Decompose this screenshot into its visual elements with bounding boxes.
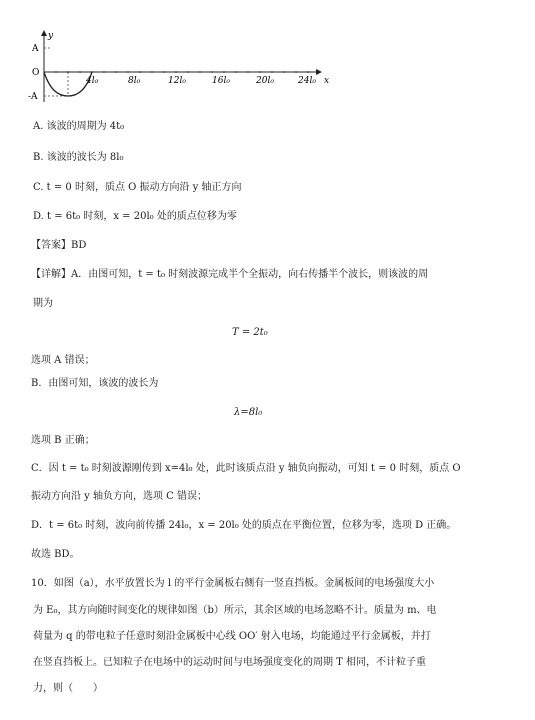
option-b: B. 该波的波长为 8l₀ <box>33 152 124 163</box>
analysis-line-2: 期为 <box>33 298 53 309</box>
x-tick-12l0: 12l₀ <box>168 76 186 86</box>
analysis-line-5: 选项 B 正确； <box>31 435 95 446</box>
y-tick-neg-a: -A <box>28 92 38 102</box>
analysis-line-6: C．因 t = t₀ 时刻波源刚传到 x=4l₀ 处，此时该质点沿 y 轴负向振动，可知 t = 0 时刻，质点 O <box>31 463 461 474</box>
option-a: A. 该波的周期为 4t₀ <box>33 121 125 132</box>
x-tick-20l0: 20l₀ <box>256 76 274 86</box>
formula-period: T = 2t₀ <box>232 327 268 338</box>
x-tick-4l0: 4l₀ <box>86 76 99 86</box>
analysis-line-7: 振动方向沿 y 轴负方向，选项 C 错误； <box>31 491 208 502</box>
x-tick-8l0: 8l₀ <box>128 76 141 86</box>
formula-wavelength: λ=8l₀ <box>234 407 263 418</box>
question-10-line-4: 在竖直挡板上。已知粒子在电场中的运动时间与电场强度变化的周期 T 相同，不计粒子重 <box>33 657 427 668</box>
question-10-line-5: 力，则（ ） <box>33 683 103 694</box>
x-tick-24l0: 24l₀ <box>298 76 316 86</box>
y-tick-o: O <box>32 68 40 78</box>
option-d: D. t = 6t₀ 时刻，x = 20l₀ 处的质点位移为零 <box>33 211 237 222</box>
x-axis-label: x <box>324 76 330 86</box>
y-axis-arrow <box>41 30 47 36</box>
analysis-line-3: 选项 A 错误； <box>31 355 95 366</box>
y-tick-a: A <box>32 44 39 54</box>
answer-label: 【答案】BD <box>31 240 87 251</box>
option-c: C. t = 0 时刻，质点 O 振动方向沿 y 轴正方向 <box>33 182 242 193</box>
x-axis-arrow <box>316 69 322 75</box>
question-10-line-1: 10．如图（a），水平放置长为 l 的平行金属板右侧有一竖直挡板。金属板间的电场强度大小 <box>31 578 435 589</box>
x-tick-16l0: 16l₀ <box>212 76 230 86</box>
analysis-line-8: D．t = 6t₀ 时刻，波向前传播 24l₀，x = 20l₀ 处的质点在平衡位置，位移为零，选项 D 正确。 <box>31 520 457 531</box>
analysis-line-9: 故选 BD。 <box>31 549 80 560</box>
question-10-line-2: 为 E₀，其方向随时间变化的规律如图（b）所示，其余区域的电场忽略不计。质量为 m、电 <box>33 605 437 616</box>
y-axis-label: y <box>48 31 54 41</box>
wave-figure <box>28 28 338 108</box>
question-10-line-3: 荷量为 q 的带电粒子任意时刻沿金属板中心线 OO′ 射入电场，均能通过平行金属板，并打 <box>33 631 431 642</box>
analysis-line-4: B．由图可知，该波的波长为 <box>31 378 159 389</box>
analysis-line-1: 【详解】A．由图可知，t = t₀ 时刻波源完成半个全振动，向右传播半个波长，则该波的周 <box>31 269 429 280</box>
